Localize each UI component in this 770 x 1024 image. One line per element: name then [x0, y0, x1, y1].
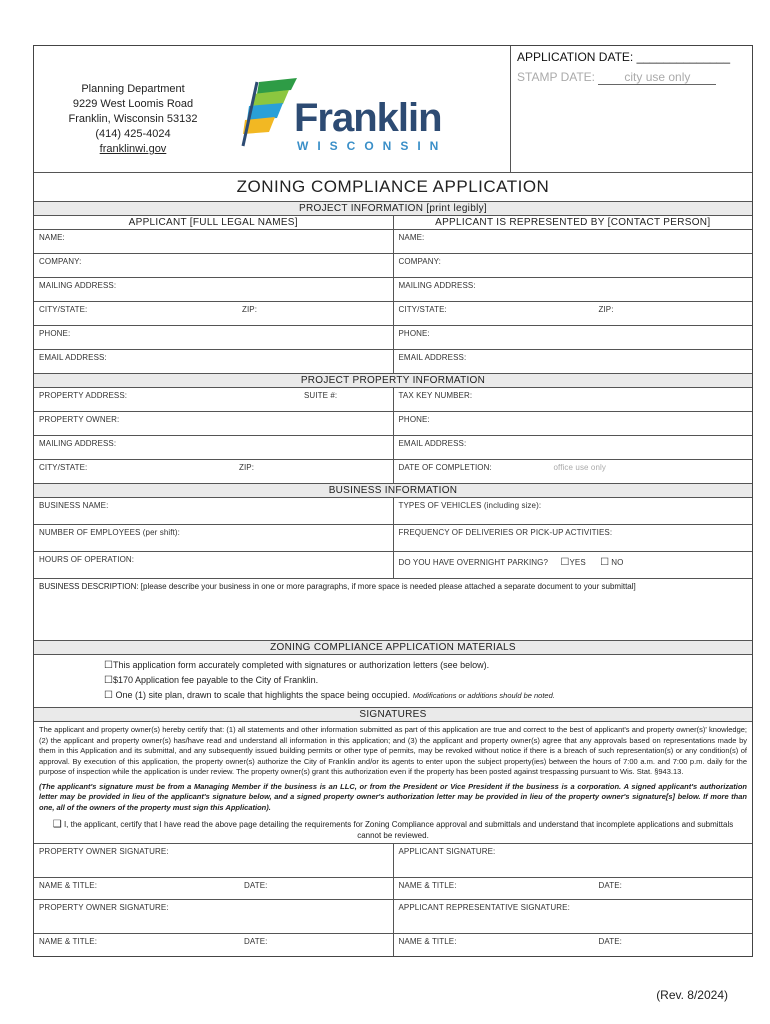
- materials-item: ☐$170 Application fee payable to the City of Franklin.: [104, 675, 319, 686]
- owner-date-label-2: DATE:: [244, 937, 268, 946]
- materials-item: ☐ One (1) site plan, drawn to scale that highlights the space being occupied. Modifications or additions should be noted.: [104, 690, 555, 701]
- applicant-name-title-field[interactable]: NAME & TITLE: DATE:: [398, 881, 622, 890]
- business-description-label: BUSINESS DESCRIPTION: [please describe your business in one or more paragraphs, if more space is needed please attached a separate document to your submittal]: [39, 582, 636, 591]
- applicant-certification: ❑ I, the applicant, certify that I have read the above page detailing the requirements for Zoning Compliance approval and submittals and understand that incomplete applications and submittals cannot be reviewed.: [34, 816, 752, 844]
- completion-date-field[interactable]: DATE OF COMPLETION: office use only: [398, 463, 606, 472]
- property-info-band: PROJECT PROPERTY INFORMATION: [34, 374, 752, 388]
- certify-checkbox[interactable]: ❑: [52, 819, 62, 830]
- contact-company-field[interactable]: COMPANY:: [398, 257, 441, 266]
- project-row-phone: [34, 326, 752, 350]
- yes-checkbox[interactable]: ☐: [560, 557, 570, 568]
- project-info-band: PROJECT INFORMATION [print legibly]: [34, 202, 752, 216]
- suite-label: SUITE #:: [304, 391, 338, 400]
- materials-checkbox[interactable]: ☐: [104, 660, 113, 671]
- contact-city-field[interactable]: CITY/STATE: ZIP:: [398, 305, 614, 314]
- owner-name-title-field-2[interactable]: NAME & TITLE: DATE:: [34, 934, 394, 956]
- project-row-mailing: [34, 278, 752, 302]
- form-header: [34, 46, 752, 173]
- property-zip-label: ZIP:: [239, 463, 255, 472]
- address-line: 9229 West Loomis Road: [72, 98, 194, 110]
- property-email-field[interactable]: EMAIL ADDRESS:: [398, 439, 467, 448]
- no-label: NO: [611, 558, 624, 567]
- department-address: [48, 82, 218, 157]
- business-row-employees: [34, 525, 752, 552]
- property-owner-field[interactable]: PROPERTY OWNER:: [34, 412, 394, 435]
- representative-column-title: APPLICANT IS REPRESENTED BY [CONTACT PERSON]: [435, 217, 711, 228]
- business-row-name: [34, 498, 752, 525]
- website-link[interactable]: franklinwi.gov: [99, 143, 167, 155]
- property-row-owner: [34, 412, 752, 436]
- tax-key-field[interactable]: TAX KEY NUMBER:: [398, 391, 473, 400]
- name-row-1: [34, 878, 752, 900]
- contact-name-field[interactable]: NAME:: [398, 233, 425, 242]
- contact-zip-label: ZIP:: [598, 305, 614, 314]
- project-info-columns: [34, 216, 752, 230]
- business-name-field[interactable]: BUSINESS NAME:: [34, 498, 394, 524]
- signature-row-2: [34, 900, 752, 934]
- property-city-field[interactable]: CITY/STATE: ZIP:: [34, 460, 394, 483]
- applicant-date-label: DATE:: [598, 881, 622, 890]
- stamp-date-label: STAMP DATE:: [517, 70, 596, 84]
- project-row-city: [34, 302, 752, 326]
- applicant-email-field[interactable]: EMAIL ADDRESS:: [34, 350, 394, 373]
- revision-label: (Rev. 8/2024): [656, 988, 728, 1002]
- materials-checkbox[interactable]: ☐: [104, 675, 113, 686]
- certification-paragraph: The applicant and property owner(s) hereby certify that: (1) all statements and other information submitted as part of this application are true and correct to the best of applicant's and property owner(s)' knowledge; (2) the applicant and property owner(s) has/have read and understand all information in this application; and (3) the applicant and property owner(s) agree that any approvals based on representations made by them in this Application and its submittal, and any subsequently issued building permits or other type of permits, may be revoked without notice if there is a breach of such representation(s) or any condition(s) of approval. By execution of this application, the property owner(s) authorize the City of Franklin and/or its agents to enter upon the subject property(ies) between the hours of 7:00 a.m. and 7:00 p.m. daily for the purpose of inspection while the application is under review. The property owner(s) grant this authorization even if the property has been posted against trespassing pursuant to Wis. Stat. §943.13.: [39, 725, 747, 776]
- address-line: (414) 425-4024: [95, 128, 171, 140]
- applicant-column-title: APPLICANT [FULL LEGAL NAMES]: [34, 216, 394, 229]
- owner-name-title-field[interactable]: NAME & TITLE: DATE:: [34, 878, 394, 899]
- stamp-date-value: city use only: [598, 70, 716, 85]
- no-checkbox[interactable]: ☐: [600, 557, 610, 568]
- stamp-date: [517, 70, 746, 85]
- franklin-flag-logo-icon: [239, 76, 299, 151]
- representative-date-label: DATE:: [598, 937, 622, 946]
- representative-signature-field[interactable]: APPLICANT REPRESENTATIVE SIGNATURE:: [398, 903, 570, 912]
- materials-item: ☐This application form accurately completed with signatures or authorization letters (see below).: [104, 660, 490, 671]
- materials-note: Modifications or additions should be noted.: [412, 691, 555, 700]
- applicant-zip-label: ZIP:: [242, 305, 258, 314]
- business-info-band: BUSINESS INFORMATION: [34, 484, 752, 498]
- materials-list: [34, 655, 752, 708]
- materials-checkbox[interactable]: ☐: [104, 690, 113, 701]
- application-date[interactable]: APPLICATION DATE: ______________: [517, 50, 731, 64]
- materials-band: ZONING COMPLIANCE APPLICATION MATERIALS: [34, 641, 752, 655]
- owner-date-label: DATE:: [244, 881, 268, 890]
- applicant-company-field[interactable]: COMPANY:: [34, 254, 394, 277]
- property-phone-field[interactable]: PHONE:: [398, 415, 430, 424]
- property-mailing-field[interactable]: MAILING ADDRESS:: [34, 436, 394, 459]
- name-row-2: [34, 934, 752, 956]
- address-line: Franklin, Wisconsin 53132: [68, 113, 198, 125]
- owner-signature-field[interactable]: PROPERTY OWNER SIGNATURE:: [34, 844, 394, 877]
- applicant-city-field[interactable]: CITY/STATE: ZIP:: [34, 302, 394, 325]
- applicant-phone-field[interactable]: PHONE:: [34, 326, 394, 349]
- property-row-mailing: [34, 436, 752, 460]
- property-row-city: [34, 460, 752, 484]
- owner-signature-field-2[interactable]: PROPERTY OWNER SIGNATURE:: [34, 900, 394, 933]
- delivery-frequency-field[interactable]: FREQUENCY OF DELIVERIES OR PICK-UP ACTIVITIES:: [398, 528, 613, 537]
- signature-row-1: [34, 844, 752, 878]
- address-line: Planning Department: [81, 83, 185, 95]
- employees-field[interactable]: NUMBER OF EMPLOYEES (per shift):: [34, 525, 394, 551]
- property-address-field[interactable]: PROPERTY ADDRESS: SUITE #:: [34, 388, 394, 411]
- header-branding: [34, 46, 511, 172]
- contact-phone-field[interactable]: PHONE:: [398, 329, 430, 338]
- zoning-form: [33, 45, 753, 957]
- yes-label: YES: [569, 558, 586, 567]
- logo-wordmark: Franklin: [294, 96, 442, 140]
- property-row-address: [34, 388, 752, 412]
- signatures-band: SIGNATURES: [34, 708, 752, 722]
- header-dates: [511, 46, 752, 172]
- vehicle-types-field[interactable]: TYPES OF VEHICLES (including size):: [398, 501, 542, 510]
- applicant-mailing-field[interactable]: MAILING ADDRESS:: [34, 278, 394, 301]
- representative-name-title-field[interactable]: NAME & TITLE: DATE:: [398, 937, 622, 946]
- project-row-email: [34, 350, 752, 374]
- applicant-signature-field[interactable]: APPLICANT SIGNATURE:: [398, 847, 496, 856]
- hours-field[interactable]: HOURS OF OPERATION:: [34, 552, 394, 578]
- applicant-name-field[interactable]: NAME:: [34, 230, 394, 253]
- certification-text: [34, 722, 752, 816]
- overnight-parking-field: DO YOU HAVE OVERNIGHT PARKING? ☐YES ☐ NO: [398, 557, 624, 568]
- contact-mailing-field[interactable]: MAILING ADDRESS:: [398, 281, 476, 290]
- logo-subtitle: WISCONSIN: [297, 139, 448, 153]
- project-row-name: [34, 230, 752, 254]
- business-description-field[interactable]: [34, 579, 752, 641]
- office-use-note: office use only: [553, 463, 606, 472]
- form-title: ZONING COMPLIANCE APPLICATION: [34, 173, 752, 202]
- contact-email-field[interactable]: EMAIL ADDRESS:: [398, 353, 467, 362]
- signature-requirement-note: (The applicant's signature must be from a Managing Member if the business is an LLC, or from the President or Vice President if the business is a corporation. A signed applicant's authorization letter may be provided in lieu of the applicant's signature below, and a signed property owner's authorization letter may be provided in lieu of the property owner's signature[s] below. If more than one, all of the owners of the property must sign this Application).: [39, 781, 747, 812]
- business-row-hours: [34, 552, 752, 579]
- project-row-company: [34, 254, 752, 278]
